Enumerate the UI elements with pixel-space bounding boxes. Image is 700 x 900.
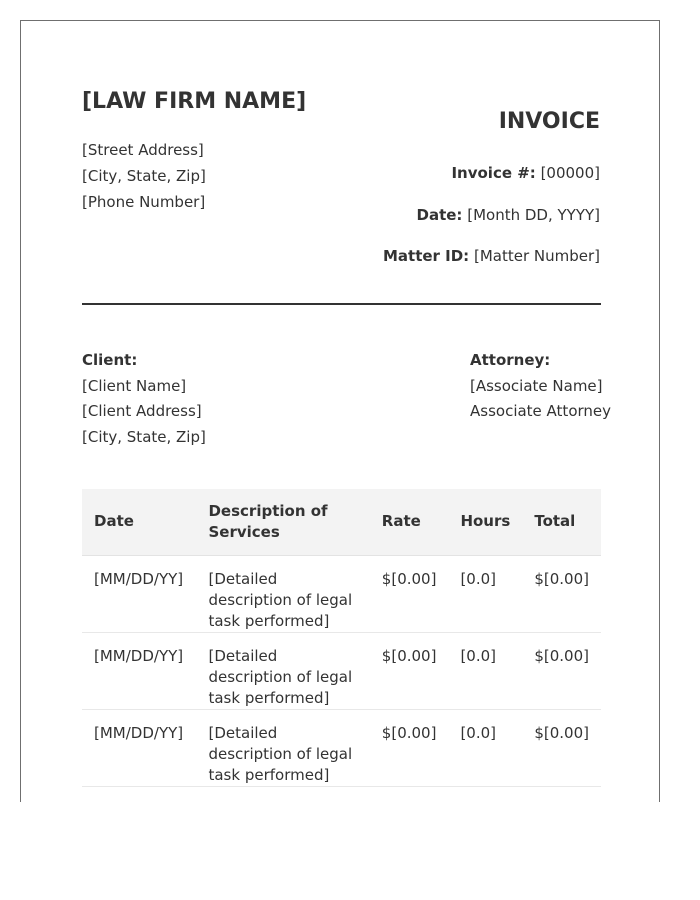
invoice-number-row — [451, 163, 600, 183]
row-rate: $[0.00] — [370, 709, 449, 786]
header-hours: Hours — [448, 489, 522, 555]
row-description: [Detailed description of legal task performed] — [196, 632, 369, 709]
attorney-name: [Associate Name] — [470, 376, 603, 395]
header-rate: Rate — [370, 489, 449, 555]
client-block — [82, 348, 206, 450]
client-city: [City, State, Zip] — [82, 427, 206, 446]
client-address: [Client Address] — [82, 402, 202, 420]
row-hours: [0.0] — [448, 555, 522, 632]
row-date: [MM/DD/YY] — [82, 709, 196, 786]
firm-city: [City, State, Zip] — [82, 167, 206, 185]
attorney-label: Attorney: — [470, 351, 551, 369]
row-date: [MM/DD/YY] — [82, 555, 196, 632]
invoice-sheet — [20, 20, 660, 802]
table-row — [82, 709, 601, 786]
header-total: Total — [522, 489, 601, 555]
invoice-number-label: Invoice #: — [451, 164, 536, 182]
row-total: $[0.00] — [522, 555, 601, 632]
invoice-date-label: Date: — [416, 206, 463, 224]
invoice-title: INVOICE — [498, 109, 600, 134]
row-total: $[0.00] — [522, 709, 601, 786]
table-row — [82, 555, 601, 632]
matter-id-value: [Matter Number] — [473, 247, 600, 265]
row-rate: $[0.00] — [370, 555, 449, 632]
attorney-block — [470, 348, 611, 425]
header-description: Description of Services — [196, 489, 369, 555]
row-total: $[0.00] — [522, 632, 601, 709]
row-hours: [0.0] — [448, 632, 522, 709]
firm-address — [82, 137, 206, 215]
services-table — [82, 489, 601, 787]
client-label: Client: — [82, 351, 138, 369]
header-date: Date — [82, 489, 196, 555]
table-row — [82, 632, 601, 709]
firm-name: [LAW FIRM NAME] — [82, 89, 307, 114]
invoice-number-value: [00000] — [540, 164, 600, 182]
invoice-date-value: [Month DD, YYYY] — [467, 206, 600, 224]
header-divider — [82, 303, 601, 305]
row-date: [MM/DD/YY] — [82, 632, 196, 709]
row-hours: [0.0] — [448, 709, 522, 786]
row-description: [Detailed description of legal task performed] — [196, 709, 369, 786]
table-header-row — [82, 489, 601, 555]
row-description: [Detailed description of legal task performed] — [196, 555, 369, 632]
client-name: [Client Name] — [82, 376, 187, 395]
matter-id-row — [383, 246, 600, 266]
row-rate: $[0.00] — [370, 632, 449, 709]
firm-street: [Street Address] — [82, 141, 204, 159]
matter-id-label: Matter ID: — [382, 247, 470, 265]
attorney-role: Associate Attorney — [470, 402, 612, 420]
invoice-date-row — [417, 205, 600, 225]
firm-phone: [Phone Number] — [82, 193, 206, 211]
